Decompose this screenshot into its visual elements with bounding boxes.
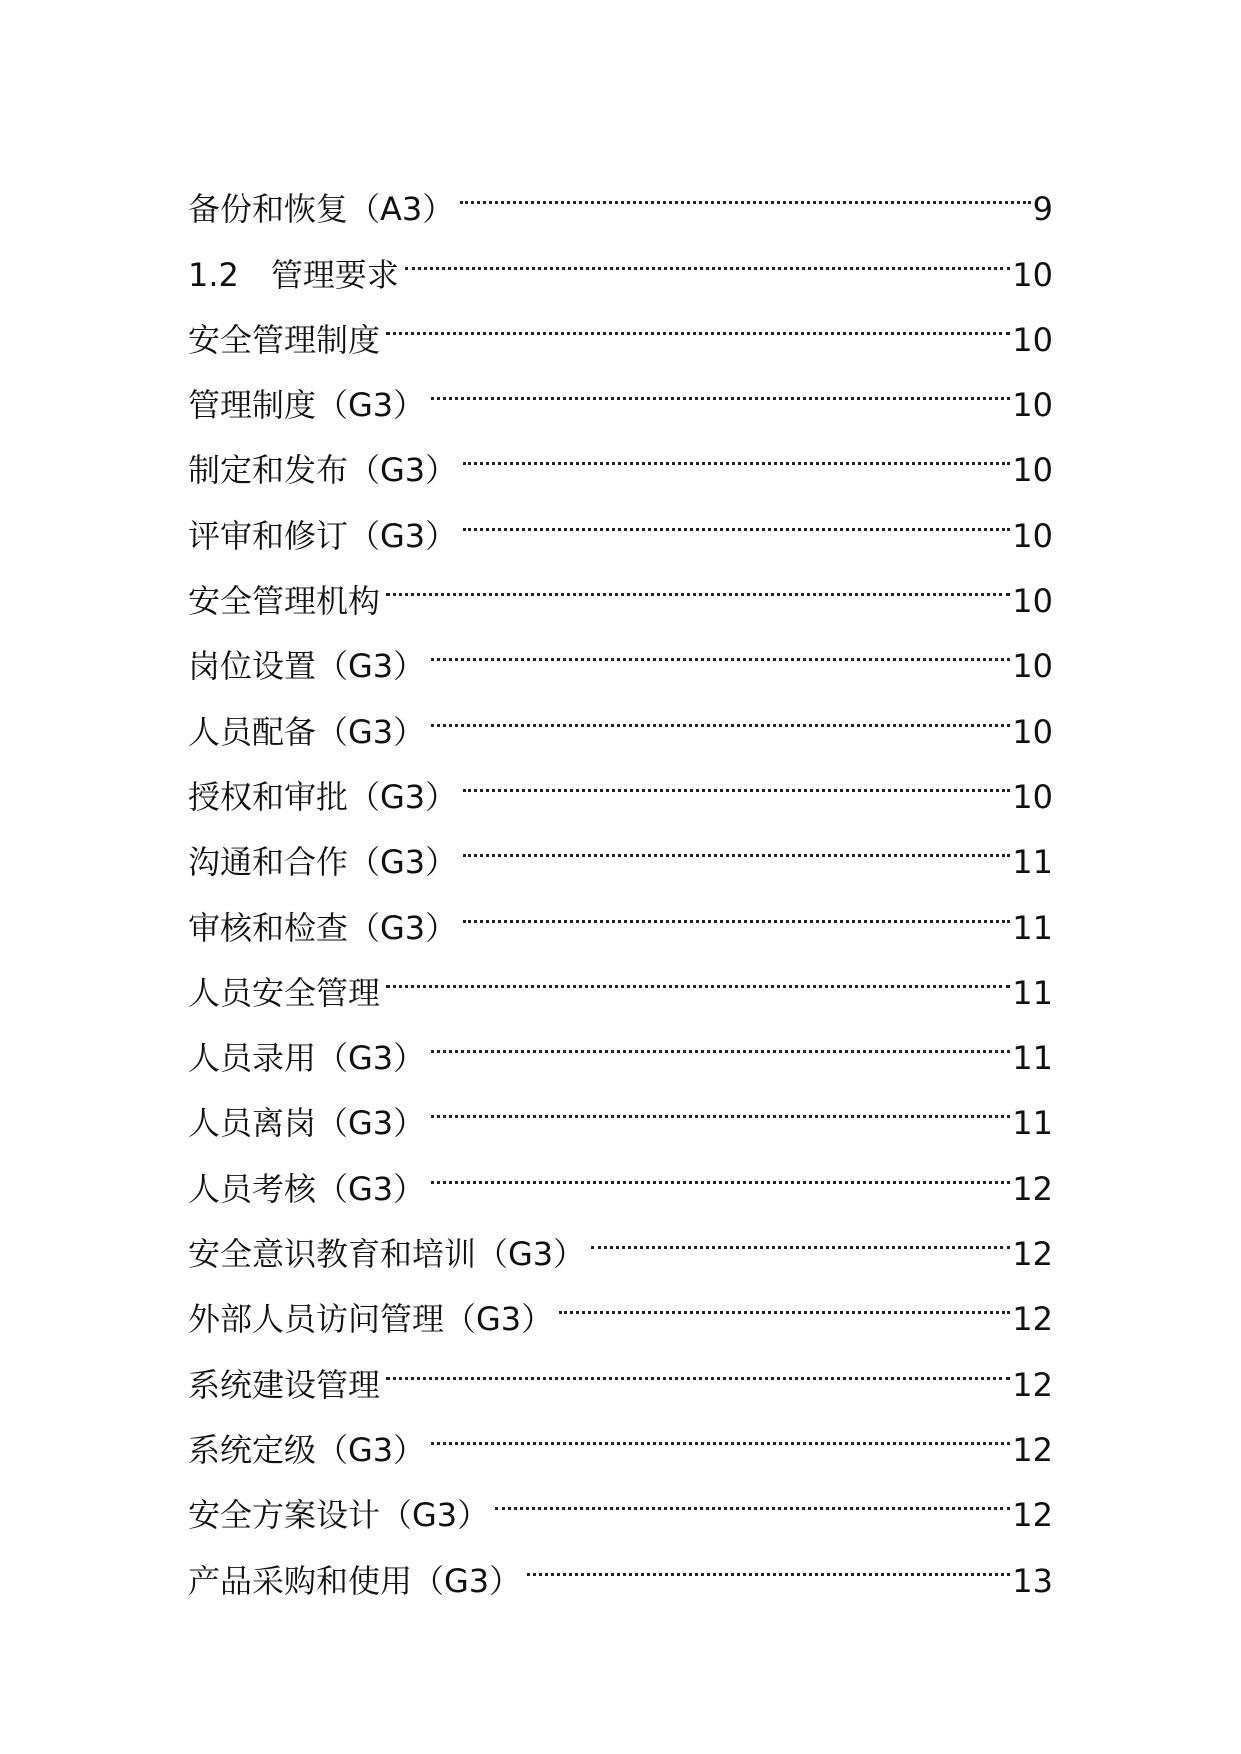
toc-entry-page-number: 10 xyxy=(1012,320,1053,359)
toc-entry-title: 人员离岗（G3） xyxy=(188,1104,426,1143)
toc-entry-title: 外部人员访问管理（G3） xyxy=(188,1300,554,1339)
toc-dot-leader xyxy=(431,1134,1010,1199)
toc-dot-leader xyxy=(527,1526,1010,1591)
toc-dot-leader xyxy=(431,1004,1010,1069)
toc-dot-leader xyxy=(463,481,1010,546)
toc-entry-title: 人员安全管理 xyxy=(188,973,381,1012)
toc-dot-leader xyxy=(405,220,1010,285)
toc-entry-page-number: 12 xyxy=(1012,1430,1053,1469)
toc-entry-page-number: 10 xyxy=(1012,386,1053,425)
toc-entry-title: 岗位设置（G3） xyxy=(188,647,426,686)
toc-dot-leader xyxy=(386,547,1010,612)
toc-entry-title: 安全管理机构 xyxy=(188,582,381,621)
table-of-contents xyxy=(188,155,1053,1600)
toc-entry-title: 产品采购和使用（G3） xyxy=(188,1561,522,1600)
toc-entry-page-number: 10 xyxy=(1012,712,1053,751)
toc-dot-leader xyxy=(463,743,1010,808)
toc-entry-page-number: 11 xyxy=(1012,843,1053,882)
toc-entry-title: 授权和审批（G3） xyxy=(188,777,458,816)
toc-entry-page-number: 10 xyxy=(1012,647,1053,686)
toc-entry-title: 制定和发布（G3） xyxy=(188,451,458,490)
toc-entry-page-number: 11 xyxy=(1012,908,1053,947)
toc-entry-page-number: 12 xyxy=(1012,1235,1053,1274)
toc-dot-leader xyxy=(591,1200,1010,1265)
toc-entry-page-number: 10 xyxy=(1012,582,1053,621)
toc-entry-page-number: 11 xyxy=(1012,1104,1053,1143)
toc-dot-leader xyxy=(463,808,1010,873)
toc-dot-leader xyxy=(386,1330,1010,1395)
toc-entry-title: 备份和恢复（A3） xyxy=(188,190,455,229)
toc-dot-leader xyxy=(463,416,1010,481)
toc-entry-title: 沟通和合作（G3） xyxy=(188,843,458,882)
toc-dot-leader xyxy=(431,677,1010,742)
toc-entry-page-number: 11 xyxy=(1012,973,1053,1012)
toc-entry-page-number: 10 xyxy=(1012,516,1053,555)
toc-entry-page-number: 12 xyxy=(1012,1169,1053,1208)
toc-dot-leader xyxy=(495,1461,1010,1526)
toc-entry-page-number: 10 xyxy=(1012,777,1053,816)
toc-entry-page-number: 13 xyxy=(1012,1561,1053,1600)
toc-entry-page-number: 12 xyxy=(1012,1300,1053,1339)
toc-dot-leader xyxy=(559,1265,1010,1330)
toc-entry[interactable] xyxy=(188,155,1053,229)
toc-entry-page-number: 11 xyxy=(1012,1039,1053,1078)
toc-dot-leader xyxy=(386,939,1010,1004)
toc-dot-leader xyxy=(460,155,1030,220)
toc-entry-page-number: 12 xyxy=(1012,1496,1053,1535)
toc-entry-title: 人员录用（G3） xyxy=(188,1039,426,1078)
toc-entry-title: 人员考核（G3） xyxy=(188,1169,426,1208)
toc-dot-leader xyxy=(386,286,1010,351)
toc-entry-title: 安全方案设计（G3） xyxy=(188,1496,490,1535)
toc-dot-leader xyxy=(431,1069,1010,1134)
toc-entry-page-number: 9 xyxy=(1032,190,1053,229)
toc-entry-page-number: 10 xyxy=(1012,451,1053,490)
toc-entry-title: 1.2 管理要求 xyxy=(188,255,399,294)
toc-entry-title: 安全管理制度 xyxy=(188,320,381,359)
toc-entry-title: 评审和修订（G3） xyxy=(188,516,458,555)
toc-dot-leader xyxy=(431,1396,1010,1461)
toc-dot-leader xyxy=(431,351,1010,416)
toc-entry-page-number: 10 xyxy=(1012,255,1053,294)
toc-entry-title: 人员配备（G3） xyxy=(188,712,426,751)
toc-dot-leader xyxy=(463,873,1010,938)
toc-entry-title: 系统建设管理 xyxy=(188,1365,381,1404)
toc-dot-leader xyxy=(431,612,1010,677)
toc-entry-page-number: 12 xyxy=(1012,1365,1053,1404)
toc-entry-title: 系统定级（G3） xyxy=(188,1430,426,1469)
toc-entry-title: 审核和检查（G3） xyxy=(188,908,458,947)
toc-entry-title: 安全意识教育和培训（G3） xyxy=(188,1235,586,1274)
toc-entry-title: 管理制度（G3） xyxy=(188,386,426,425)
